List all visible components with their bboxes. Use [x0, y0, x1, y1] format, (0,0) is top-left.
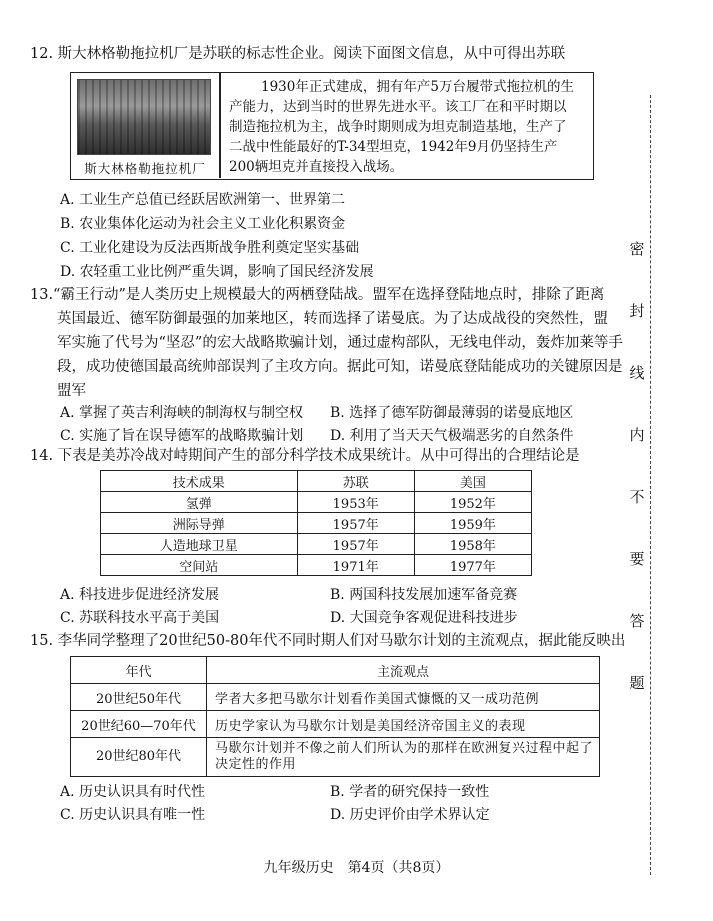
table-cell: 学者大多把马歇尔计划看作美国式慷慨的又一成功范例	[207, 684, 600, 711]
table-cell: 1957年	[297, 534, 414, 555]
table-row	[71, 738, 600, 777]
table-cell: 空间站	[101, 555, 298, 576]
box-line: 产能力，达到当时的世界先进水平。该工厂在和平时期以	[229, 99, 567, 115]
q12-option-c[interactable]: C. 工业化建设为反法西斯战争胜利奠定坚实基础	[60, 240, 360, 256]
box-divider	[219, 73, 221, 178]
q15-table	[70, 656, 600, 777]
page-footer: 九年级历史 第4页（共8页）	[263, 860, 450, 876]
q14-stem: 14. 下表是美苏冷战对峙期间产生的部分科学技术成果统计。从中可得出的合理结论是	[30, 448, 580, 464]
q13-stem-line: 段，成功使德国最高统帅部误判了主攻方向。据此可知，诺曼底登陆能成功的关键原因是	[57, 359, 623, 375]
seal-char: 内	[629, 426, 645, 444]
q12-option-a[interactable]: A. 工业生产总值已经跃居欧洲第一、世界第二	[60, 192, 346, 208]
table-cell: 氢弹	[101, 492, 298, 513]
q12-option-d[interactable]: D. 农轻重工业比例严重失调，影响了国民经济发展	[60, 264, 374, 280]
table-header: 技术成果	[101, 471, 298, 492]
table-header: 苏联	[297, 471, 414, 492]
seal-char: 线	[629, 364, 645, 382]
q12-option-b[interactable]: B. 农业集体化运动为社会主义工业化积累资金	[60, 216, 346, 232]
q15-option-d[interactable]: D. 历史评价由学术界认定	[330, 807, 490, 823]
tractor-factory-photo	[77, 79, 211, 155]
q13-stem-line: 盟军	[57, 383, 86, 399]
table-header: 美国	[414, 471, 531, 492]
q13-stem-line: 13.“霸王行动”是人类历史上规模最大的两栖登陆战。盟军在选择登陆地点时，排除了距离	[30, 287, 605, 303]
seal-dashed-line	[650, 95, 651, 875]
box-line: 200辆坦克并直接投入战场。	[229, 159, 404, 175]
table-cell: 1958年	[414, 534, 531, 555]
table-header-row	[71, 657, 600, 684]
q12-info-box	[70, 72, 594, 180]
table-cell: 1952年	[414, 492, 531, 513]
table-cell: 20世纪80年代	[71, 738, 207, 777]
table-row	[71, 711, 600, 738]
q14-option-c[interactable]: C. 苏联科技水平高于美国	[60, 610, 220, 626]
q13-stem-line: 英国最近、德军防御最强的加莱地区，转而选择了诺曼底。为了达成战役的突然性，盟	[57, 311, 608, 327]
q15-stem: 15. 李华同学整理了20世纪50-80年代不同时期人们对马歇尔计划的主流观点，据此能反映出	[30, 633, 626, 649]
table-cell: 历史学家认为马歇尔计划是美国经济帝国主义的表现	[207, 711, 600, 738]
table-row	[101, 534, 532, 555]
seal-char: 不	[629, 488, 645, 506]
table-header: 主流观点	[207, 657, 600, 684]
q14-option-b[interactable]: B. 两国科技发展加速军备竞赛	[330, 587, 518, 603]
seal-char: 题	[629, 674, 645, 692]
q13-option-b[interactable]: B. 选择了德军防御最薄弱的诺曼底地区	[330, 405, 574, 421]
table-row	[101, 513, 532, 534]
table-cell: 1971年	[297, 555, 414, 576]
table-cell: 1953年	[297, 492, 414, 513]
q15-option-b[interactable]: B. 学者的研究保持一致性	[330, 784, 490, 800]
table-cell: 1977年	[414, 555, 531, 576]
table-cell: 马歇尔计划并不像之前人们所认为的那样在欧洲复兴过程中起了决定性的作用	[207, 738, 600, 777]
seal-char: 密	[629, 240, 645, 258]
seal-char: 答	[629, 612, 645, 630]
table-cell: 1957年	[297, 513, 414, 534]
q14-option-a[interactable]: A. 科技进步促进经济发展	[60, 587, 220, 603]
q14-table	[100, 470, 532, 576]
table-cell: 20世纪50年代	[71, 684, 207, 711]
seal-char: 封	[629, 302, 645, 320]
q15-option-a[interactable]: A. 历史认识具有时代性	[60, 784, 206, 800]
table-cell: 1959年	[414, 513, 531, 534]
q13-option-d[interactable]: D. 利用了当天天气极端恶劣的自然条件	[330, 428, 574, 444]
table-header-row	[101, 471, 532, 492]
table-cell: 20世纪60—70年代	[71, 711, 207, 738]
q13-option-a[interactable]: A. 掌握了英吉利海峡的制海权与制空权	[60, 405, 304, 421]
q13-option-c[interactable]: C. 实施了旨在误导德军的战略欺骗计划	[60, 428, 304, 444]
table-row	[71, 684, 600, 711]
box-line: 二战中性能最好的T-34型坦克，1942年9月仍坚持生产	[229, 139, 558, 155]
table-cell: 人造地球卫星	[101, 534, 298, 555]
photo-caption: 斯大林格勒拖拉机厂	[84, 161, 206, 176]
table-row	[101, 555, 532, 576]
q13-stem-line: 军实施了代号为“坚忍”的宏大战略欺骗计划，通过虚构部队，无线电伴动，轰炸加莱等手	[57, 335, 623, 351]
box-line: 制造拖拉机为主，战争时期则成为坦克制造基地，生产了	[229, 119, 567, 135]
seal-char: 要	[629, 550, 645, 568]
table-row	[101, 492, 532, 513]
q12-stem: 12. 斯大林格勒拖拉机厂是苏联的标志性企业。阅读下面图文信息，从中可得出苏联	[30, 46, 566, 62]
table-header: 年代	[71, 657, 207, 684]
q14-option-d[interactable]: D. 大国竞争客观促进科技进步	[330, 610, 518, 626]
box-line: 1930年正式建成，拥有年产5万台履带式拖拉机的生	[261, 79, 574, 95]
table-cell: 洲际导弹	[101, 513, 298, 534]
q15-option-c[interactable]: C. 历史认识具有唯一性	[60, 807, 206, 823]
